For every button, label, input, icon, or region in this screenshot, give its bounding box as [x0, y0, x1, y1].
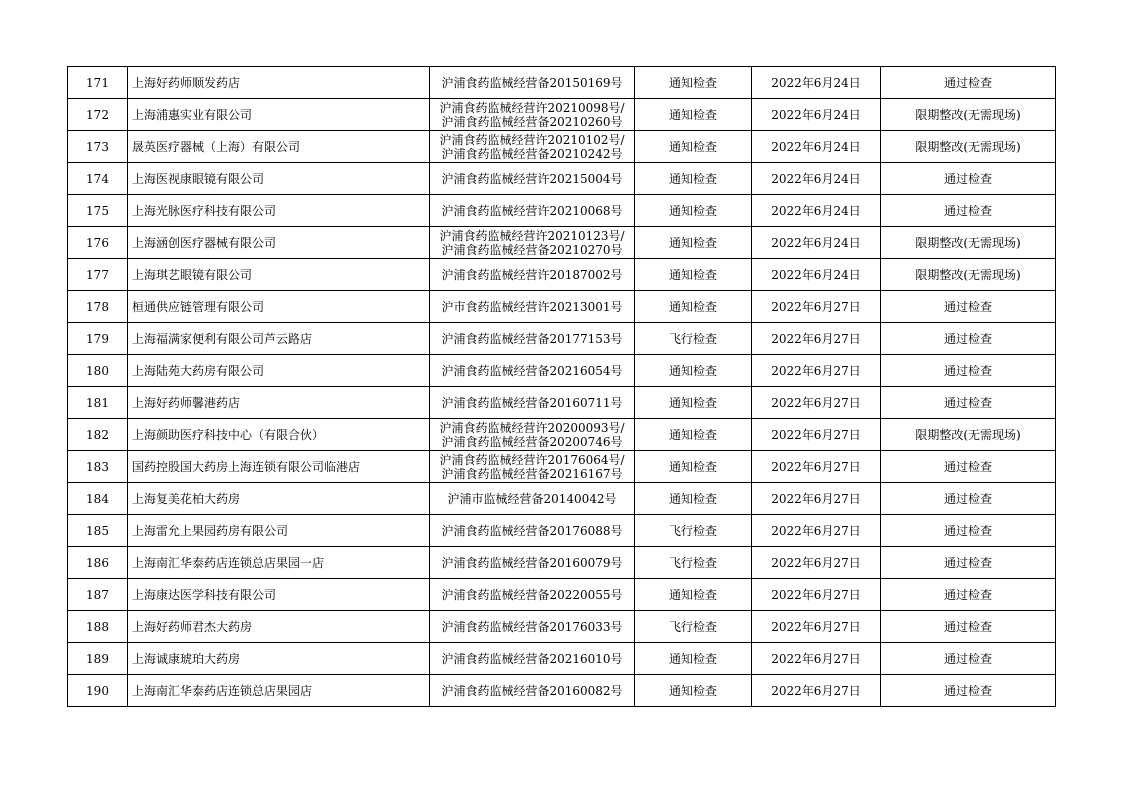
inspection-type-cell: 飞行检查: [635, 515, 752, 547]
inspection-date-cell: 2022年6月27日: [752, 387, 881, 419]
license-line: 沪浦食药监械经营备20210270号: [441, 242, 623, 257]
inspection-result-cell: 通过检查: [881, 355, 1056, 387]
table-row: [68, 227, 1056, 259]
inspection-type-cell: 通知检查: [635, 675, 752, 707]
license-number-cell: [430, 259, 635, 291]
inspection-type-cell: 通知检查: [635, 131, 752, 163]
inspection-table: [67, 66, 1056, 707]
row-number-cell: 178: [68, 291, 128, 323]
company-name-cell: 上海雷允上果园药房有限公司: [128, 515, 430, 547]
company-name-cell: 上海南汇华泰药店连锁总店果园店: [128, 675, 430, 707]
license-line: 沪浦食药监械经营备20160711号: [441, 395, 623, 410]
inspection-result-cell: 限期整改(无需现场): [881, 227, 1056, 259]
table-row: [68, 515, 1056, 547]
inspection-type-cell: 飞行检查: [635, 323, 752, 355]
inspection-date-cell: 2022年6月27日: [752, 675, 881, 707]
inspection-result-cell: 通过检查: [881, 611, 1056, 643]
row-number-cell: 185: [68, 515, 128, 547]
license-line: 沪浦食药监械经营备20176088号: [441, 523, 623, 538]
license-number-cell: [430, 643, 635, 675]
company-name-cell: 上海福满家便利有限公司芦云路店: [128, 323, 430, 355]
inspection-result-cell: 通过检查: [881, 323, 1056, 355]
table-row: [68, 163, 1056, 195]
table-row: [68, 259, 1056, 291]
row-number-cell: 181: [68, 387, 128, 419]
inspection-type-cell: 通知检查: [635, 259, 752, 291]
table-row: [68, 195, 1056, 227]
license-number-cell: [430, 579, 635, 611]
inspection-type-cell: 通知检查: [635, 99, 752, 131]
company-name-cell: 桓通供应链管理有限公司: [128, 291, 430, 323]
table-row: [68, 547, 1056, 579]
table-row: [68, 643, 1056, 675]
inspection-type-cell: 通知检查: [635, 387, 752, 419]
inspection-date-cell: 2022年6月27日: [752, 291, 881, 323]
inspection-date-cell: 2022年6月27日: [752, 483, 881, 515]
inspection-date-cell: 2022年6月24日: [752, 99, 881, 131]
license-number-cell: [430, 323, 635, 355]
inspection-type-cell: 通知检查: [635, 579, 752, 611]
license-line: 沪浦食药监械经营备20160082号: [441, 683, 623, 698]
inspection-result-cell: 通过检查: [881, 291, 1056, 323]
inspection-type-cell: 通知检查: [635, 355, 752, 387]
table-row: [68, 323, 1056, 355]
inspection-result-cell: 通过检查: [881, 483, 1056, 515]
license-number-cell: [430, 195, 635, 227]
table-row: [68, 67, 1056, 99]
row-number-cell: 173: [68, 131, 128, 163]
license-line: 沪浦食药监械经营许20210102号/: [439, 132, 625, 147]
company-name-cell: 上海涵创医疗器械有限公司: [128, 227, 430, 259]
table-row: [68, 579, 1056, 611]
inspection-result-cell: 通过检查: [881, 579, 1056, 611]
inspection-result-cell: 限期整改(无需现场): [881, 419, 1056, 451]
license-number-cell: [430, 131, 635, 163]
inspection-date-cell: 2022年6月27日: [752, 643, 881, 675]
inspection-result-cell: 限期整改(无需现场): [881, 259, 1056, 291]
inspection-date-cell: 2022年6月24日: [752, 131, 881, 163]
row-number-cell: 171: [68, 67, 128, 99]
license-line: 沪浦食药监械经营备20177153号: [441, 331, 623, 346]
license-line: 沪浦食药监械经营许20187002号: [441, 267, 623, 282]
row-number-cell: 172: [68, 99, 128, 131]
table-row: [68, 675, 1056, 707]
table-row: [68, 291, 1056, 323]
inspection-type-cell: 通知检查: [635, 483, 752, 515]
license-number-cell: [430, 99, 635, 131]
inspection-type-cell: 通知检查: [635, 67, 752, 99]
inspection-type-cell: 通知检查: [635, 195, 752, 227]
row-number-cell: 182: [68, 419, 128, 451]
table-row: [68, 419, 1056, 451]
inspection-date-cell: 2022年6月27日: [752, 355, 881, 387]
license-line: 沪浦食药监械经营备20210242号: [441, 146, 623, 161]
row-number-cell: 190: [68, 675, 128, 707]
license-line: 沪浦食药监械经营备20220055号: [441, 587, 623, 602]
company-name-cell: 上海康达医学科技有限公司: [128, 579, 430, 611]
license-line: 沪浦食药监械经营许20210098号/: [439, 100, 625, 115]
license-line: 沪浦食药监械经营备20150169号: [441, 75, 623, 90]
license-number-cell: [430, 419, 635, 451]
inspection-type-cell: 通知检查: [635, 451, 752, 483]
license-line: 沪浦食药监械经营许20210123号/: [439, 228, 625, 243]
table-row: [68, 451, 1056, 483]
inspection-result-cell: 通过检查: [881, 195, 1056, 227]
license-number-cell: [430, 675, 635, 707]
inspection-result-cell: 通过检查: [881, 67, 1056, 99]
license-line: 沪浦食药监械经营备20216054号: [441, 363, 623, 378]
inspection-type-cell: 飞行检查: [635, 611, 752, 643]
row-number-cell: 174: [68, 163, 128, 195]
row-number-cell: 187: [68, 579, 128, 611]
inspection-date-cell: 2022年6月24日: [752, 195, 881, 227]
license-number-cell: [430, 355, 635, 387]
inspection-type-cell: 通知检查: [635, 291, 752, 323]
table-row: [68, 131, 1056, 163]
inspection-type-cell: 通知检查: [635, 419, 752, 451]
license-number-cell: [430, 227, 635, 259]
license-number-cell: [430, 163, 635, 195]
inspection-date-cell: 2022年6月24日: [752, 227, 881, 259]
license-number-cell: [430, 67, 635, 99]
inspection-date-cell: 2022年6月27日: [752, 323, 881, 355]
row-number-cell: 176: [68, 227, 128, 259]
table-row: [68, 355, 1056, 387]
inspection-date-cell: 2022年6月24日: [752, 163, 881, 195]
license-line: 沪市食药监械经营许20213001号: [441, 299, 623, 314]
inspection-result-cell: 通过检查: [881, 163, 1056, 195]
table-row: [68, 387, 1056, 419]
license-line: 沪浦食药监械经营备20200746号: [441, 434, 623, 449]
inspection-date-cell: 2022年6月27日: [752, 547, 881, 579]
license-line: 沪浦市监械经营备20140042号: [447, 491, 617, 506]
row-number-cell: 175: [68, 195, 128, 227]
license-line: 沪浦食药监械经营许20176064号/: [439, 452, 625, 467]
license-line: 沪浦食药监械经营备20216010号: [441, 651, 623, 666]
inspection-date-cell: 2022年6月24日: [752, 259, 881, 291]
license-number-cell: [430, 547, 635, 579]
company-name-cell: 上海光脉医疗科技有限公司: [128, 195, 430, 227]
inspection-type-cell: 飞行检查: [635, 547, 752, 579]
inspection-type-cell: 通知检查: [635, 163, 752, 195]
company-name-cell: 国药控股国大药房上海连锁有限公司临港店: [128, 451, 430, 483]
company-name-cell: 上海好药师馨港药店: [128, 387, 430, 419]
row-number-cell: 184: [68, 483, 128, 515]
table-row: [68, 99, 1056, 131]
inspection-result-cell: 限期整改(无需现场): [881, 99, 1056, 131]
row-number-cell: 186: [68, 547, 128, 579]
table-row: [68, 611, 1056, 643]
license-number-cell: [430, 291, 635, 323]
inspection-type-cell: 通知检查: [635, 227, 752, 259]
inspection-result-cell: 通过检查: [881, 643, 1056, 675]
row-number-cell: 177: [68, 259, 128, 291]
inspection-result-cell: 通过检查: [881, 547, 1056, 579]
license-line: 沪浦食药监械经营备20176033号: [441, 619, 623, 634]
row-number-cell: 189: [68, 643, 128, 675]
company-name-cell: 上海浦惠实业有限公司: [128, 99, 430, 131]
license-number-cell: [430, 611, 635, 643]
table-row: [68, 483, 1056, 515]
company-name-cell: 上海颜助医疗科技中心（有限合伙）: [128, 419, 430, 451]
license-number-cell: [430, 451, 635, 483]
company-name-cell: 上海南汇华泰药店连锁总店果园一店: [128, 547, 430, 579]
inspection-result-cell: 限期整改(无需现场): [881, 131, 1056, 163]
inspection-date-cell: 2022年6月27日: [752, 579, 881, 611]
company-name-cell: 上海陆苑大药房有限公司: [128, 355, 430, 387]
inspection-result-cell: 通过检查: [881, 515, 1056, 547]
row-number-cell: 179: [68, 323, 128, 355]
row-number-cell: 180: [68, 355, 128, 387]
row-number-cell: 188: [68, 611, 128, 643]
inspection-date-cell: 2022年6月27日: [752, 611, 881, 643]
license-number-cell: [430, 483, 635, 515]
inspection-date-cell: 2022年6月27日: [752, 515, 881, 547]
license-line: 沪浦食药监械经营许20210068号: [441, 203, 623, 218]
inspection-date-cell: 2022年6月27日: [752, 419, 881, 451]
inspection-table-body: [68, 67, 1056, 707]
company-name-cell: 上海好药师顺发药店: [128, 67, 430, 99]
inspection-result-cell: 通过检查: [881, 675, 1056, 707]
inspection-date-cell: 2022年6月27日: [752, 451, 881, 483]
license-line: 沪浦食药监械经营备20160079号: [441, 555, 623, 570]
inspection-date-cell: 2022年6月24日: [752, 67, 881, 99]
inspection-type-cell: 通知检查: [635, 643, 752, 675]
row-number-cell: 183: [68, 451, 128, 483]
license-line: 沪浦食药监械经营许20200093号/: [439, 420, 625, 435]
license-number-cell: [430, 387, 635, 419]
license-line: 沪浦食药监械经营许20215004号: [441, 171, 623, 186]
company-name-cell: 上海复美花柏大药房: [128, 483, 430, 515]
inspection-result-cell: 通过检查: [881, 451, 1056, 483]
company-name-cell: 晟英医疗器械（上海）有限公司: [128, 131, 430, 163]
license-line: 沪浦食药监械经营备20210260号: [441, 114, 623, 129]
license-number-cell: [430, 515, 635, 547]
inspection-result-cell: 通过检查: [881, 387, 1056, 419]
license-line: 沪浦食药监械经营备20216167号: [441, 466, 623, 481]
company-name-cell: 上海琪艺眼镜有限公司: [128, 259, 430, 291]
company-name-cell: 上海医视康眼镜有限公司: [128, 163, 430, 195]
company-name-cell: 上海好药师君杰大药房: [128, 611, 430, 643]
company-name-cell: 上海诚康琥珀大药房: [128, 643, 430, 675]
